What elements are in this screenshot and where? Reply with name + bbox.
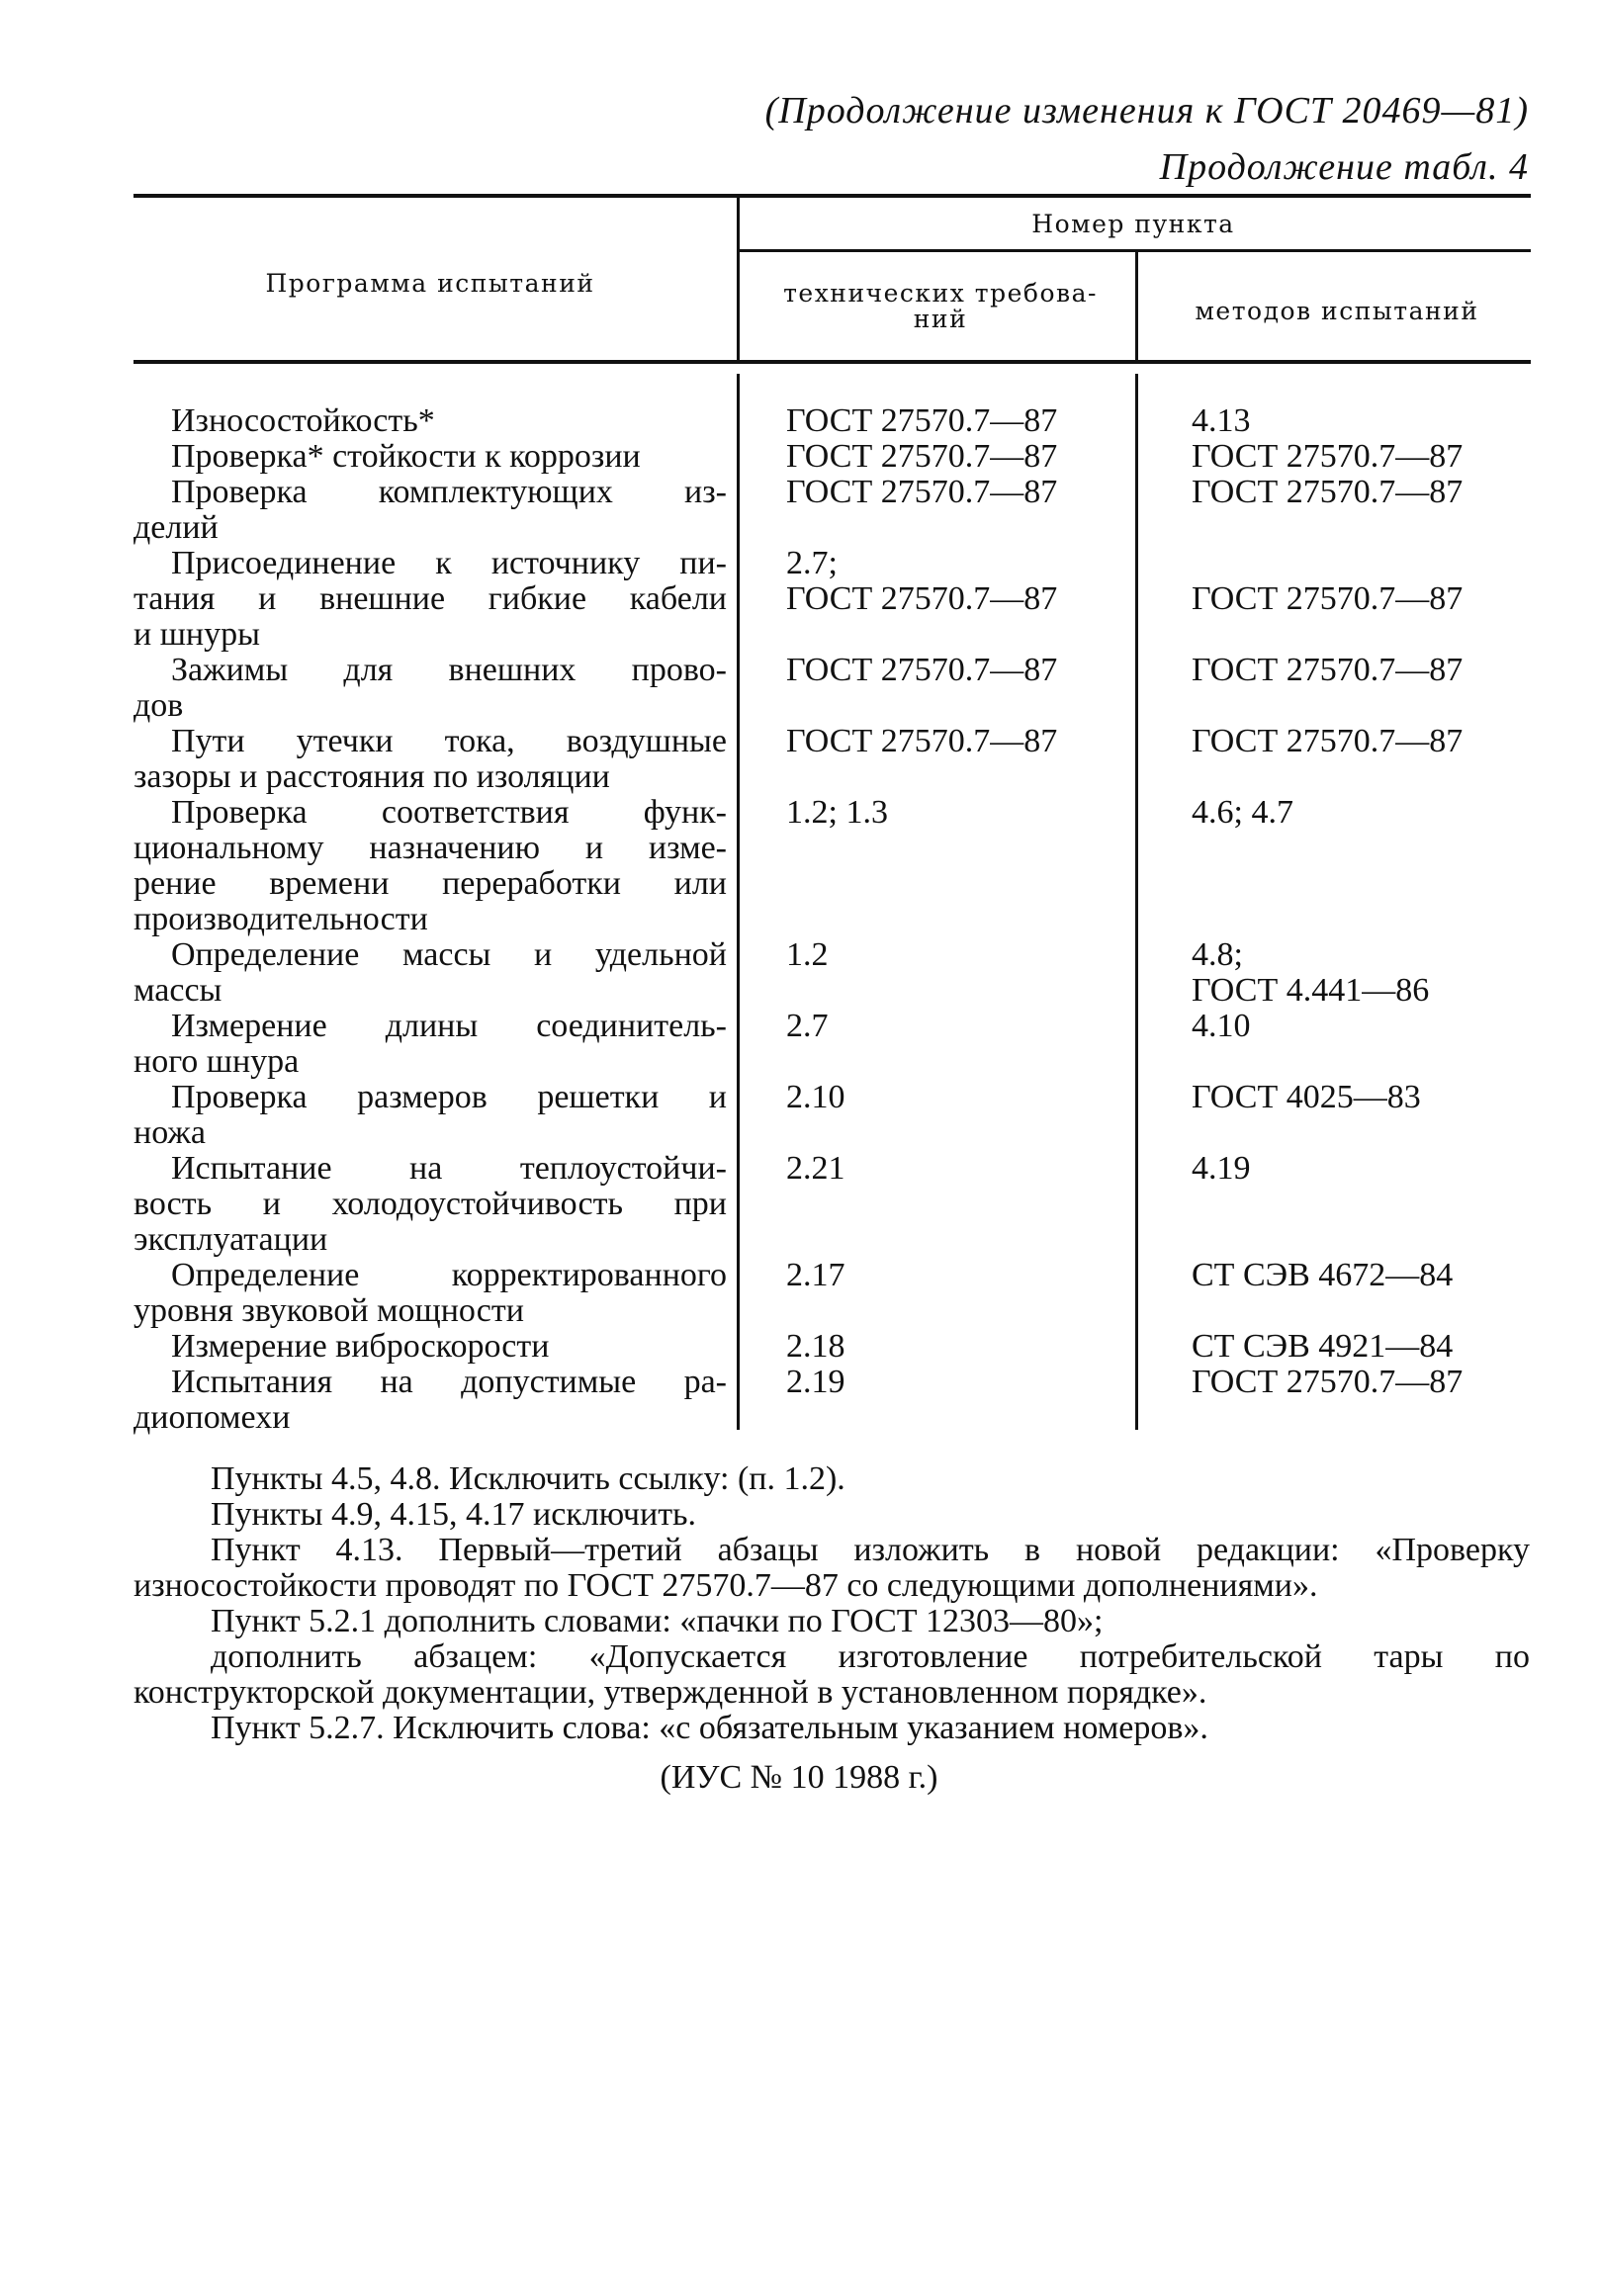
ius-reference: (ИУС № 10 1988 г.) [660,1759,938,1796]
note-add-line-2: конструкторской документации, утвержденной в установленном порядке». [133,1674,1207,1711]
test-name-line: циональному назначению и изме- [133,830,727,866]
row-test-method: ГОСТ 27570.7—87 [1192,438,1464,475]
test-name-line: Проверка* стойкости к коррозии [171,438,641,475]
row-test-method: 4.19 [1192,1150,1251,1187]
row-test-method: ГОСТ 4025—83 [1192,1079,1421,1115]
row-test-name [133,795,727,937]
row-test-method: ГОСТ 4.441—86 [1192,972,1430,1009]
header-point-number: Номер пункта [1031,210,1235,238]
header-test-methods: методов испытаний [1195,297,1479,325]
row-tech-requirement: 2.19 [786,1364,845,1400]
row-test-name [133,1365,727,1436]
row-test-name [133,1080,727,1151]
continuation-title: (Продолжение изменения к ГОСТ 20469—81) [764,90,1529,132]
row-test-name [133,403,727,439]
row-test-method: ГОСТ 27570.7—87 [1192,723,1464,759]
test-name-line: Проверка соответствия функ- [171,794,727,831]
row-tech-requirement: 2.21 [786,1150,845,1187]
test-name-line: эксплуатации [133,1221,328,1258]
row-tech-requirement: 2.7; [786,545,838,581]
test-name-line: Определение корректированного [171,1257,727,1293]
test-name-line: и шнуры [133,616,260,653]
row-tech-requirement: ГОСТ 27570.7—87 [786,652,1058,688]
column-divider-2-body [1135,374,1138,1430]
row-tech-requirement: 2.18 [786,1328,845,1365]
row-test-method: 4.10 [1192,1008,1251,1044]
test-name-line: диопомехи [133,1399,291,1436]
test-name-line: производительности [133,901,428,937]
row-test-method: ГОСТ 27570.7—87 [1192,580,1464,617]
row-tech-requirement: 1.2; 1.3 [786,794,888,831]
test-name-line: ного шнура [133,1043,300,1080]
row-test-method: СТ СЭВ 4921—84 [1192,1328,1454,1365]
note-point-5-2-1: Пункт 5.2.1 дополнить словами: «пачки по ГОСТ 12303—80»; [211,1603,1104,1639]
test-name-line: Проверка размеров решетки и [171,1079,727,1115]
test-name-line: ножа [133,1114,206,1151]
row-tech-requirement: ГОСТ 27570.7—87 [786,723,1058,759]
header-technical-requirements [744,281,1137,332]
row-test-method: ГОСТ 27570.7—87 [1192,474,1464,510]
row-test-method: 4.13 [1192,402,1251,439]
header-test-program: Программа испытаний [265,269,595,298]
test-name-line: делий [133,509,219,546]
row-test-name [133,1151,727,1258]
row-test-name [133,439,727,475]
test-name-line: Зажимы для внешних прово- [171,652,727,688]
test-name-line: Измерение виброскорости [171,1328,550,1365]
row-test-name [133,724,727,795]
row-test-method: СТ СЭВ 4672—84 [1192,1257,1454,1293]
row-tech-requirement: ГОСТ 27570.7—87 [786,474,1058,510]
row-tech-requirement: 2.7 [786,1008,829,1044]
table-continuation-label: Продолжение табл. 4 [1159,146,1529,188]
test-name-line: вость и холодоустойчивость при [133,1186,727,1222]
row-test-name [133,937,727,1009]
test-name-line: дов [133,687,184,724]
note-add-paragraph [133,1639,1530,1711]
row-tech-requirement: ГОСТ 27570.7—87 [786,402,1058,439]
header-tech-line-2: ний [913,305,968,333]
row-test-name [133,1258,727,1329]
row-test-name [133,546,727,653]
note-points-4-5-4-8: Пункты 4.5, 4.8. Исключить ссылку: (п. 1.2). [211,1460,845,1497]
test-name-line: Измерение длины соединитель- [171,1008,727,1044]
test-name-line: Испытание на теплоустойчи- [171,1150,727,1187]
row-test-method: 4.6; 4.7 [1192,794,1293,831]
note-4-13-line-2: износостойкости проводят по ГОСТ 27570.7—87 со следующими дополнениями». [133,1567,1318,1604]
test-name-line: Износостойкость* [171,402,435,439]
row-test-name [133,1009,727,1080]
note-4-13-line-1: Пункт 4.13. Первый—третий абзацы изложить в новой редакции: «Проверку [211,1532,1530,1568]
test-name-line: Испытания на допустимые ра- [171,1364,727,1400]
test-name-line: Проверка комплектующих из- [171,474,727,510]
row-tech-requirement: 2.17 [786,1257,845,1293]
test-name-line: зазоры и расстояния по изоляции [133,758,610,795]
row-test-method: ГОСТ 27570.7—87 [1192,1364,1464,1400]
note-point-5-2-7: Пункт 5.2.7. Исключить слова: «с обязательным указанием номеров». [211,1710,1208,1746]
test-name-line: Определение массы и удельной [171,936,727,973]
test-name-line: рение времени переработки или [133,865,727,902]
test-name-line: уровня звуковой мощности [133,1292,524,1329]
row-test-name [133,475,727,546]
test-name-line: Пути утечки тока, воздушные [171,723,727,759]
row-tech-requirement: 1.2 [786,936,829,973]
column-divider-1-body [737,374,740,1430]
table-top-rule [133,194,1531,198]
test-name-line: тания и внешние гибкие кабели [133,580,727,617]
row-tech-requirement: ГОСТ 27570.7—87 [786,580,1058,617]
test-name-line: Присоединение к источнику пи- [171,545,727,581]
row-test-method: ГОСТ 27570.7—87 [1192,652,1464,688]
header-bottom-rule [133,360,1531,364]
row-test-name [133,1329,727,1365]
row-tech-requirement: ГОСТ 27570.7—87 [786,438,1058,475]
note-points-4-9: Пункты 4.9, 4.15, 4.17 исключить. [211,1496,697,1533]
row-tech-requirement: 2.10 [786,1079,845,1115]
test-name-line: массы [133,972,222,1009]
row-test-method: 4.8; [1192,936,1243,973]
header-tech-line-1: технических требова- [783,279,1098,308]
note-point-4-13 [133,1533,1530,1604]
note-add-line-1: дополнить абзацем: «Допускается изготовление потребительской тары по [211,1638,1530,1675]
row-test-name [133,653,727,724]
